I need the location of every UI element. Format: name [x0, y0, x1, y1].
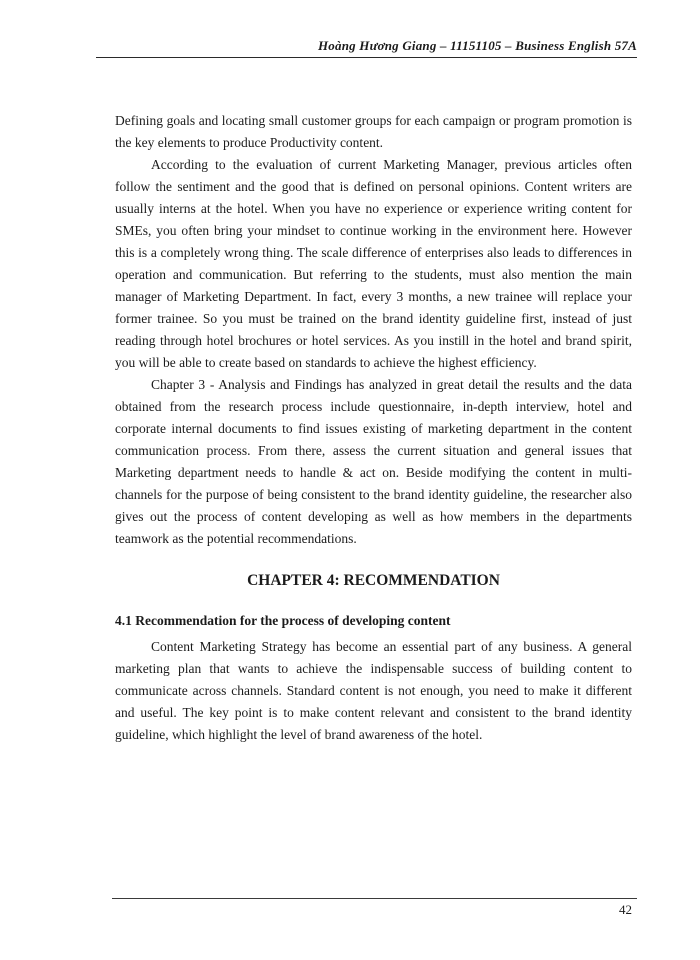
page-body: [115, 110, 632, 746]
paragraph-content-strategy: Content Marketing Strategy has become an essential part of any business. A general marketing plan that wants to achieve the indispensable success of building content to communicate across channels. Standard content is not enough, you need to make it different and useful. The key point is to make content relevant and consistent to the brand identity guideline, which highlight the level of brand awareness of the hotel.: [115, 639, 632, 742]
page-number: 42: [619, 902, 632, 917]
page-header: Hoàng Hương Giang – 11151105 – Business English 57A: [96, 38, 637, 58]
paragraph-intro: Defining goals and locating small customer groups for each campaign or program promotion is the key elements to produce Productivity content.: [115, 113, 632, 150]
paragraph-manager-evaluation: According to the evaluation of current Marketing Manager, previous articles often follow the sentiment and the good that is defined on personal opinions. Content writers are usually interns at the hotel. When you have no experience or experience writing content for SMEs, you often bring your mindset to continue working in the environment here. However this is a completely wrong thing. The scale difference of enterprises also leads to differences in operation and communication. But referring to the students, must also mention the main manager of Marketing Department. In fact, every 3 months, a new trainee will replace your former trainee. So you must be trained on the brand identity guideline first, instead of just reading through hotel brochures or hotel services. As you instill in the hotel and brand spirit, you will be able to create based on standards to achieve the highest efficiency.: [115, 157, 632, 370]
footer-rule: [112, 898, 637, 899]
chapter-heading: CHAPTER 4: RECOMMENDATION: [247, 572, 500, 589]
paragraph-chapter3-summary: Chapter 3 - Analysis and Findings has analyzed in great detail the results and the data obtained from the research process include questionnaire, in-depth interview, hotel and corporate internal documents to find issues existing of marketing department in the content communication process. From there, assess the current situation and general issues that Marketing department needs to handle & act on. Beside modifying the content in multi-channels for the purpose of being consistent to the brand identity guideline, the researcher also gives out the process of content developing as well as how members in the departments teamwork as the potential recommendations.: [115, 377, 632, 546]
section-heading: 4.1 Recommendation for the process of developing content: [115, 613, 451, 628]
